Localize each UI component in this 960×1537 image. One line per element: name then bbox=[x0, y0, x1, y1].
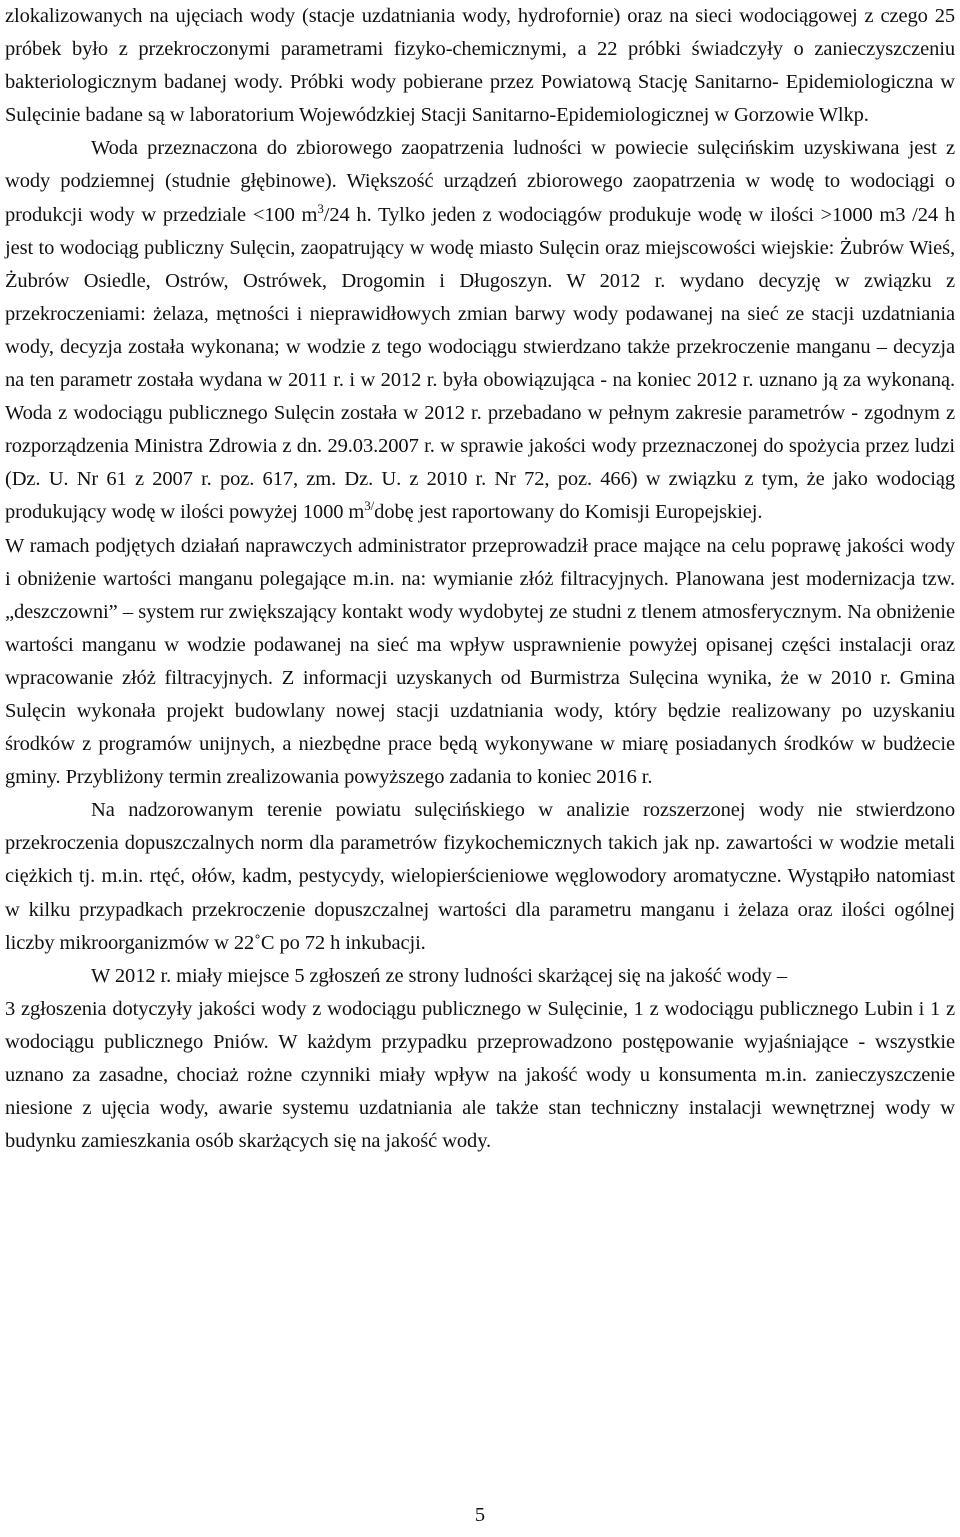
superscript-cubic: 3 bbox=[317, 200, 324, 216]
superscript-cubic-slash: 3/ bbox=[364, 498, 375, 514]
paragraph-5-first-line: W 2012 r. miały miejsce 5 zgłoszeń ze strony ludności skarżącej się na jakość wody – bbox=[91, 964, 787, 987]
paragraph-2-part-3: dobę jest raportowany do Komisji Europejskiej. bbox=[374, 501, 763, 524]
paragraph-3: W ramach podjętych działań naprawczych administrator przeprowadził prace mające na celu poprawę jakości wody i obniżenie wartości manganu polegające m.in. na: wymianie złóż filtracyjnych. Planowana jest modernizacja tzw. „deszczowni” – system rur zwiększający kontakt wody wydobytej ze studni z tlenem atmosferycznym. Na obniżenie wartości manganu w wodzie podawanej na sieć ma wpływ usprawnienie powyżej opisanej części instalacji oraz wpracowanie złóż filtracyjnych. Z informacji uzyskanych od Burmistrza Sulęcina wynika, że w 2010 r. Gmina Sulęcin wykonała projekt budowlany nowej stacji uzdatniania wody, który będzie realizowany po uzyskaniu środków z programów unijnych, a niezbędne prace będą wykonywane w miarę posiadanych środków w budżecie gminy. Przybliżony termin zrealizowania powyższego zadania to koniec 2016 r. bbox=[5, 534, 955, 789]
paragraph-4: Na nadzorowanym terenie powiatu sulęcińskiego w analizie rozszerzonej wody nie stwierdzono przekroczenia dopuszczalnych norm dla parametrów fizykochemicznych takich jak np. zawartości w wodzie metali ciężkich tj. m.in. rtęć, ołów, kadm, pestycydy, wielopierścieniowe węglowodory aromatyczne. Wystąpiło natomiast w kilku przypadkach przekroczenie dopuszczalnej wartości dla parametru manganu i żelaza oraz ilości ogólnej liczby mikroorganizmów w 22˚C po 72 h inkubacji. bbox=[5, 799, 955, 954]
paragraph-1: zlokalizowanych na ujęciach wody (stacje uzdatniania wody, hydrofornie) oraz na sieci wodociągowej z czego 25 próbek było z przekroczonymi parametrami fizyko-chemicznymi, a 22 próbki świadczyły o zanieczyszczeniu bakteriologicznym badanej wody. Próbki wody pobierane przez Powiatową Stację Sanitarno- Epidemiologiczna w Sulęcinie badane są w laboratorium Wojewódzkiej Stacji Sanitarno-Epidemiologicznej w Gorzowie Wlkp. bbox=[5, 5, 955, 127]
paragraph-5: 3 zgłoszenia dotyczyły jakości wody z wodociągu publicznego w Sulęcinie, 1 z wodociągu publicznego Lubin i 1 z wodociągu publicznego Pniów. W każdym przypadku przeprowadzono postępowanie wyjaśniające - wszystkie uznano za zasadne, chociaż rożne czynniki miały wpływ na jakość wody u konsumenta m.in. zanieczyszczenie niesione z ujęcia wody, awarie systemu uzdatniania ale także stan techniczny instalacji wewnętrznej wody w budynku zamieszkania osób skarżących się na jakość wody. bbox=[5, 997, 955, 1153]
paragraph-2 bbox=[5, 132, 955, 529]
document-body bbox=[5, 0, 955, 1158]
page-number: 5 bbox=[474, 1504, 486, 1526]
paragraph-2-part-2: /24 h. Tylko jeden z wodociągów produkuje wodę w ilości >1000 m3 /24 h jest to wodociąg publiczny Sulęcin, zaopatrujący w wodę miasto Sulęcin oraz miejscowości wiejskie: Żubrów Wieś, Żubrów Osiedle, Ostrów, Ostrówek, Drogomin i Długoszyn. W 2012 r. wydano decyzję w związku z przekroczeniami: żelaza, mętności i nieprawidłowych zmian barwy wody podawanej na sieć ze stacji uzdatniania wody, decyzja została wykonana; w wodzie z tego wodociągu stwierdzano także przekroczenie manganu – decyzja na ten parametr została wydana w 2011 r. i w 2012 r. była obowiązująca - na koniec 2012 r. uznano ją za wykonaną. Woda z wodociągu publicznego Sulęcin została w 2012 r. przebadano w pełnym zakresie parametrów - zgodnym z rozporządzenia Ministra Zdrowia z dn. 29.03.2007 r. w sprawie jakości wody przeznaczonej do spożycia przez ludzi (Dz. U. Nr 61 z 2007 r. poz. 617, zm. Dz. U. z 2010 r. Nr 72, poz. 466) w związku z tym, że jako wodociąg produkujący wodę w ilości powyżej 1000 m bbox=[5, 203, 955, 524]
paragraph-2-part-1: Woda przeznaczona do zbiorowego zaopatrzenia ludności w powiecie sulęcińskim uzyskiwana jest z wody podziemnej (studnie głębinowe). Większość urządzeń zbiorowego zaopatrzenia w wodę to wodociągi o produkcji wody w przedziale <100 m bbox=[5, 137, 955, 226]
